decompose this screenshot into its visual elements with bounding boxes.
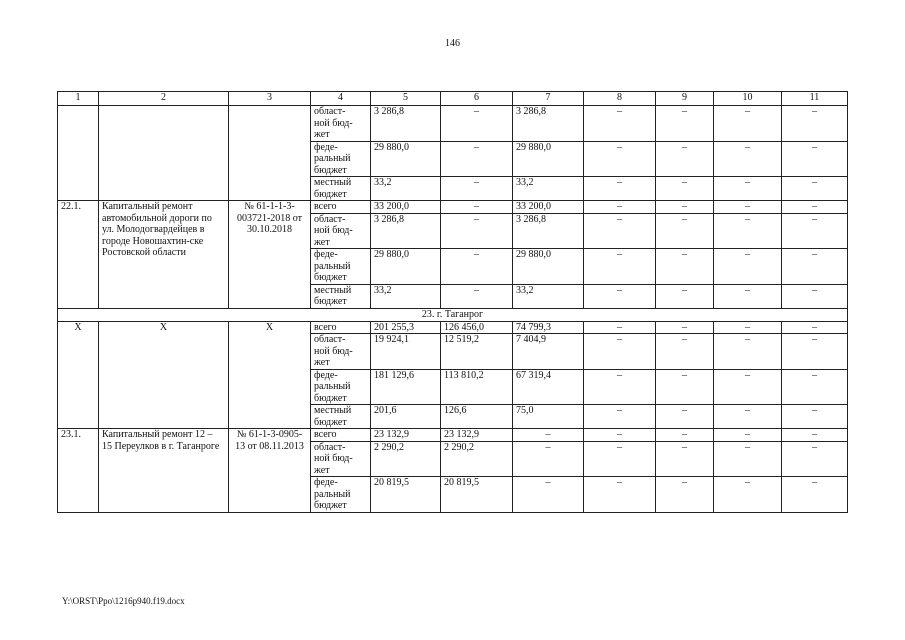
amount-col6: – xyxy=(441,284,513,308)
amount-total: 33 200,0 xyxy=(371,201,441,214)
amount-col6: 12 519,2 xyxy=(441,334,513,370)
amount-col6: 113 810,2 xyxy=(441,369,513,405)
column-header-9: 9 xyxy=(656,92,714,106)
amount-col8: – xyxy=(584,369,656,405)
amount-col6: – xyxy=(441,201,513,214)
amount-col11: – xyxy=(782,141,848,177)
amount-col6: – xyxy=(441,106,513,142)
section-total-row xyxy=(58,321,848,334)
budget-type: феде- ральный бюджет xyxy=(311,141,371,177)
amount-col6: – xyxy=(441,141,513,177)
amount-col8: – xyxy=(584,249,656,285)
amount-col6: 20 819,5 xyxy=(441,477,513,513)
amount-col11: – xyxy=(782,321,848,334)
budget-type: облаcт- ной бюд- жет xyxy=(311,334,371,370)
amount-col7: 74 799,3 xyxy=(513,321,584,334)
amount-col8: – xyxy=(584,334,656,370)
amount-col9: – xyxy=(656,477,714,513)
amount-col9: – xyxy=(656,284,714,308)
item-document xyxy=(229,106,311,201)
item-name: Капитальный ремонт 12 – 15 Переулков в г. Таганроге xyxy=(99,429,229,513)
amount-total: 33,2 xyxy=(371,284,441,308)
amount-col11: – xyxy=(782,477,848,513)
amount-col8: – xyxy=(584,106,656,142)
amount-col7: 33,2 xyxy=(513,284,584,308)
section-row xyxy=(58,308,848,321)
item-index: 23.1. xyxy=(58,429,99,513)
amount-col11: – xyxy=(782,177,848,201)
amount-col6: – xyxy=(441,177,513,201)
amount-col10: – xyxy=(714,321,782,334)
amount-total: 23 132,9 xyxy=(371,429,441,442)
amount-col7: 29 880,0 xyxy=(513,141,584,177)
amount-col11: – xyxy=(782,334,848,370)
amount-col7: 3 286,8 xyxy=(513,213,584,249)
column-header-3: 3 xyxy=(229,92,311,106)
amount-total: 3 286,8 xyxy=(371,106,441,142)
table-body xyxy=(58,106,848,513)
amount-col11: – xyxy=(782,201,848,214)
amount-col10: – xyxy=(714,284,782,308)
amount-col10: – xyxy=(714,213,782,249)
column-header-8: 8 xyxy=(584,92,656,106)
budget-type: облаcт- ной бюд- жет xyxy=(311,213,371,249)
continued-block-row xyxy=(58,106,848,142)
column-header-1: 1 xyxy=(58,92,99,106)
budget-type: облаcт- ной бюд- жет xyxy=(311,441,371,477)
amount-col7: 75,0 xyxy=(513,405,584,429)
amount-col10: – xyxy=(714,429,782,442)
item-document: X xyxy=(229,321,311,429)
amount-total: 29 880,0 xyxy=(371,249,441,285)
item-name xyxy=(99,106,229,201)
amount-col9: – xyxy=(656,106,714,142)
header-row xyxy=(58,92,848,106)
amount-col9: – xyxy=(656,213,714,249)
budget-type: феде- ральный бюджет xyxy=(311,249,371,285)
section-title: 23. г. Таганрог xyxy=(58,308,848,321)
column-header-10: 10 xyxy=(714,92,782,106)
amount-col8: – xyxy=(584,284,656,308)
amount-col8: – xyxy=(584,429,656,442)
amount-col9: – xyxy=(656,334,714,370)
amount-col6: – xyxy=(441,249,513,285)
column-header-6: 6 xyxy=(441,92,513,106)
amount-total: 3 286,8 xyxy=(371,213,441,249)
budget-type: облаcт- ной бюд- жет xyxy=(311,106,371,142)
amount-col8: – xyxy=(584,141,656,177)
amount-total: 201 255,3 xyxy=(371,321,441,334)
amount-col10: – xyxy=(714,477,782,513)
amount-col8: – xyxy=(584,441,656,477)
budget-table xyxy=(57,91,848,513)
amount-col6: 126 456,0 xyxy=(441,321,513,334)
amount-col7: 3 286,8 xyxy=(513,106,584,142)
amount-col6: – xyxy=(441,213,513,249)
amount-col11: – xyxy=(782,429,848,442)
column-header-11: 11 xyxy=(782,92,848,106)
amount-col9: – xyxy=(656,441,714,477)
amount-col10: – xyxy=(714,106,782,142)
amount-col10: – xyxy=(714,201,782,214)
item-name: Капитальный ремонт автомобильной дороги по ул. Молодогвардейцев в городе Новошахтин-ске Ростовской области xyxy=(99,201,229,309)
amount-col8: – xyxy=(584,201,656,214)
budget-type: всего xyxy=(311,429,371,442)
amount-col11: – xyxy=(782,369,848,405)
amount-col10: – xyxy=(714,249,782,285)
amount-total: 20 819,5 xyxy=(371,477,441,513)
amount-col11: – xyxy=(782,405,848,429)
amount-col11: – xyxy=(782,213,848,249)
amount-col9: – xyxy=(656,249,714,285)
amount-col9: – xyxy=(656,405,714,429)
amount-col7: – xyxy=(513,429,584,442)
item-index: X xyxy=(58,321,99,429)
budget-type: всего xyxy=(311,201,371,214)
amount-col11: – xyxy=(782,284,848,308)
amount-col7: 33,2 xyxy=(513,177,584,201)
amount-col9: – xyxy=(656,177,714,201)
page-number: 146 xyxy=(445,38,460,49)
item-name: X xyxy=(99,321,229,429)
amount-col10: – xyxy=(714,369,782,405)
amount-col9: – xyxy=(656,321,714,334)
amount-col10: – xyxy=(714,441,782,477)
amount-col8: – xyxy=(584,405,656,429)
budget-type: местный бюджет xyxy=(311,284,371,308)
item-index: 22.1. xyxy=(58,201,99,309)
amount-col9: – xyxy=(656,429,714,442)
amount-total: 19 924,1 xyxy=(371,334,441,370)
amount-total: 181 129,6 xyxy=(371,369,441,405)
budget-type: феде- ральный бюджет xyxy=(311,369,371,405)
item-document: № 61-1-3-0905-13 от 08.11.2013 xyxy=(229,429,311,513)
column-header-7: 7 xyxy=(513,92,584,106)
amount-col8: – xyxy=(584,321,656,334)
amount-col10: – xyxy=(714,177,782,201)
amount-col9: – xyxy=(656,201,714,214)
column-header-2: 2 xyxy=(99,92,229,106)
amount-total: 29 880,0 xyxy=(371,141,441,177)
amount-col7: 33 200,0 xyxy=(513,201,584,214)
budget-type: местный бюджет xyxy=(311,405,371,429)
amount-col10: – xyxy=(714,141,782,177)
amount-col8: – xyxy=(584,213,656,249)
footer-file-path: Y:\ORST\Ppo\1216p940.f19.docx xyxy=(62,596,185,606)
amount-col7: – xyxy=(513,477,584,513)
amount-col11: – xyxy=(782,441,848,477)
item-22-1-row xyxy=(58,201,848,214)
budget-type: местный бюджет xyxy=(311,177,371,201)
amount-total: 33,2 xyxy=(371,177,441,201)
amount-col8: – xyxy=(584,177,656,201)
amount-col10: – xyxy=(714,405,782,429)
column-header-4: 4 xyxy=(311,92,371,106)
amount-col11: – xyxy=(782,106,848,142)
amount-col8: – xyxy=(584,477,656,513)
amount-col7: 29 880,0 xyxy=(513,249,584,285)
amount-col6: 2 290,2 xyxy=(441,441,513,477)
budget-type: всего xyxy=(311,321,371,334)
item-index xyxy=(58,106,99,201)
item-document: № 61-1-1-3-003721-2018 от 30.10.2018 xyxy=(229,201,311,309)
amount-total: 201,6 xyxy=(371,405,441,429)
budget-type: феде- ральный бюджет xyxy=(311,477,371,513)
item-23-1-row xyxy=(58,429,848,442)
amount-col6: 126,6 xyxy=(441,405,513,429)
amount-total: 2 290,2 xyxy=(371,441,441,477)
amount-col7: 7 404,9 xyxy=(513,334,584,370)
amount-col11: – xyxy=(782,249,848,285)
amount-col7: – xyxy=(513,441,584,477)
amount-col6: 23 132,9 xyxy=(441,429,513,442)
amount-col9: – xyxy=(656,369,714,405)
amount-col9: – xyxy=(656,141,714,177)
column-header-5: 5 xyxy=(371,92,441,106)
amount-col7: 67 319,4 xyxy=(513,369,584,405)
amount-col10: – xyxy=(714,334,782,370)
